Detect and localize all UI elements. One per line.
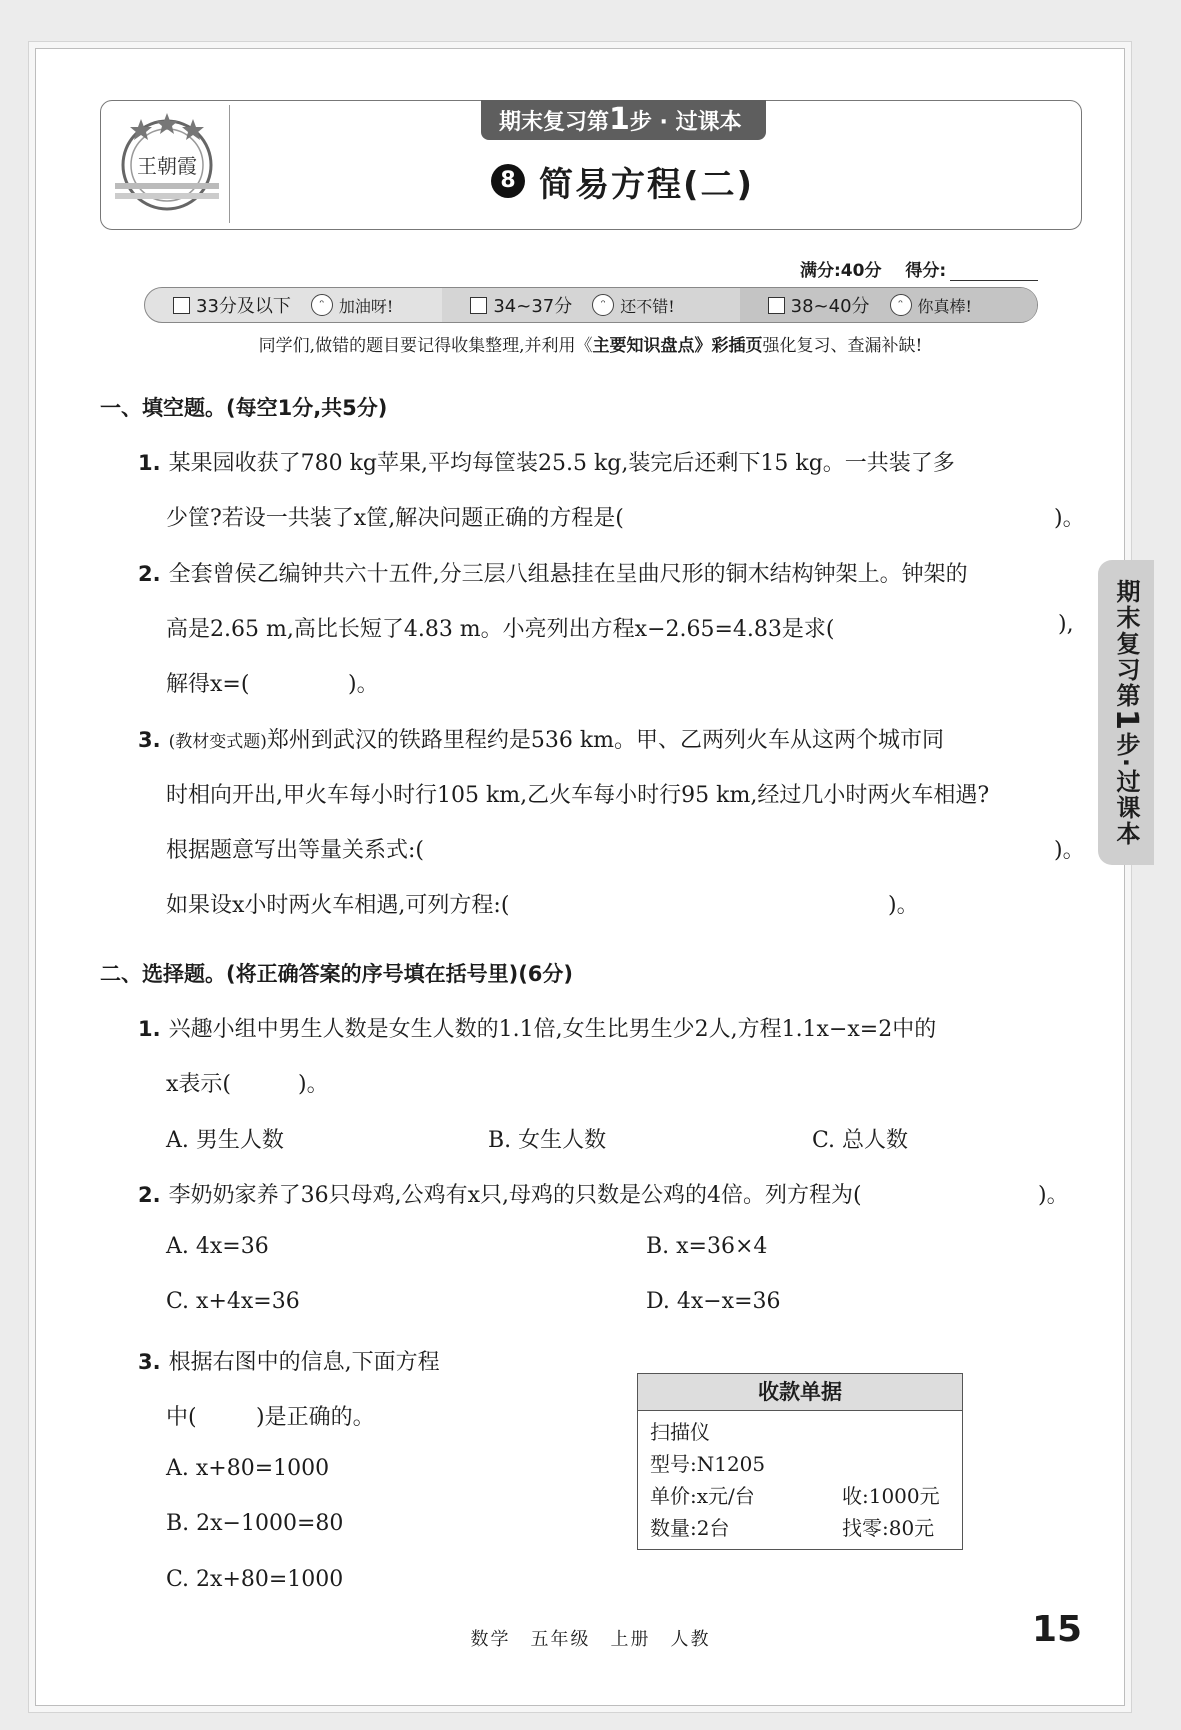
choice-option[interactable]: B. 2x−1000=80 bbox=[166, 1511, 344, 1536]
answer-blank-end[interactable]: ), bbox=[1058, 612, 1074, 637]
rating-option[interactable]: 33分及以下 ᵔ 加油呀! bbox=[145, 288, 442, 322]
question-line: 中( bbox=[166, 1405, 197, 1430]
question-line: 1. 某果园收获了780 kg苹果,平均每筐装25.5 kg,装完后还剩下15 kg。一共装了多 bbox=[138, 451, 955, 476]
answer-blank-end[interactable]: )。 bbox=[1054, 506, 1085, 531]
answer-blank-end[interactable]: )。 bbox=[1054, 838, 1085, 863]
section-heading: 一、填空题。(每空1分,共5分) bbox=[100, 396, 388, 420]
side-chapter-tab: 期末复习第1步·过课本 bbox=[1098, 560, 1154, 865]
score-label: 得分: bbox=[905, 261, 947, 281]
choice-option[interactable]: B. x=36×4 bbox=[646, 1234, 768, 1259]
question-line: 2. 李奶奶家养了36只母鸡,公鸡有x只,母鸡的只数是公鸡的4倍。列方程为( bbox=[138, 1183, 862, 1208]
question-line: 3. (教材变式题)郑州到武汉的铁路里程约是536 km。甲、乙两列火车从这两个城市同 bbox=[138, 728, 945, 753]
question-line: 少筐?若设一共装了x筐,解决问题正确的方程是( bbox=[166, 506, 624, 531]
receipt-figure bbox=[637, 1373, 963, 1550]
question-line: x表示( bbox=[166, 1072, 231, 1097]
answer-blank-end[interactable]: )。 bbox=[1038, 1183, 1069, 1208]
page-number: 15 bbox=[1032, 1609, 1083, 1650]
receipt-model: 型号:N1205 bbox=[650, 1452, 766, 1476]
svg-text:王朝霞: 王朝霞 bbox=[137, 154, 197, 178]
section-heading: 二、选择题。(将正确答案的序号填在括号里)(6分) bbox=[100, 962, 574, 986]
rating-option[interactable]: 34~37分 ᵔ 还不错! bbox=[442, 288, 739, 322]
page-footer: 数学 五年级 上册 人教 bbox=[470, 1629, 711, 1650]
lesson-title: 简易方程(二) bbox=[539, 164, 755, 205]
lesson-number-badge: 8 bbox=[491, 164, 525, 198]
choice-option[interactable]: A. 男生人数 bbox=[166, 1128, 284, 1153]
choice-option[interactable]: B. 女生人数 bbox=[488, 1128, 607, 1153]
receipt-unit-price: 单价:x元/台 bbox=[650, 1484, 755, 1508]
answer-blank-end[interactable]: )是正确的。 bbox=[256, 1405, 375, 1430]
question-line: 2. 全套曾侯乙编钟共六十五件,分三层八组悬挂在呈曲尺形的铜木结构钟架上。钟架的 bbox=[138, 562, 968, 587]
question-line: 高是2.65 m,高比长短了4.83 m。小亮列出方程x−2.65=4.83是求( bbox=[166, 617, 835, 642]
worksheet-header bbox=[100, 100, 1082, 230]
lesson-title-row bbox=[491, 156, 754, 206]
question-line: 时相向开出,甲火车每小时行105 km,乙火车每小时行95 km,经过几小时两火车相遇? bbox=[166, 783, 990, 808]
smiley-icon: ᵔ bbox=[311, 294, 333, 316]
smiley-icon: ᵔ bbox=[890, 294, 912, 316]
question-line: 3. 根据右图中的信息,下面方程 bbox=[138, 1350, 440, 1375]
question-line: 1. 兴趣小组中男生人数是女生人数的1.1倍,女生比男生少2人,方程1.1x−x=2中的 bbox=[138, 1017, 937, 1042]
review-step-banner: 期末复习第1步 · 过课本 bbox=[481, 100, 766, 140]
checkbox[interactable] bbox=[173, 297, 190, 314]
choice-option[interactable]: A. 4x=36 bbox=[166, 1234, 269, 1259]
full-marks: 满分:40分 bbox=[800, 261, 882, 281]
question-line: 解得x=( bbox=[166, 672, 250, 697]
score-line bbox=[800, 256, 1038, 281]
choice-option[interactable]: C. 总人数 bbox=[812, 1128, 909, 1153]
receipt-received: 收:1000元 bbox=[842, 1484, 940, 1508]
checkbox[interactable] bbox=[768, 297, 785, 314]
question-line: 根据题意写出等量关系式:( bbox=[166, 838, 424, 863]
receipt-item: 扫描仪 bbox=[650, 1420, 710, 1444]
rating-option[interactable]: 38~40分 ᵔ 你真棒! bbox=[740, 288, 1037, 322]
receipt-quantity: 数量:2台 bbox=[650, 1516, 730, 1540]
receipt-change: 找零:80元 bbox=[842, 1516, 935, 1540]
answer-blank-end[interactable]: )。 bbox=[298, 1072, 329, 1097]
study-tip: 同学们,做错的题目要记得收集整理,并利用《主要知识盘点》彩插页强化复习、查漏补缺! bbox=[258, 336, 923, 356]
answer-blank-end[interactable]: )。 bbox=[888, 893, 919, 918]
choice-option[interactable]: D. 4x−x=36 bbox=[646, 1289, 781, 1314]
checkbox[interactable] bbox=[470, 297, 487, 314]
choice-option[interactable]: A. x+80=1000 bbox=[166, 1456, 330, 1481]
logo-divider bbox=[229, 105, 230, 223]
smiley-icon: ᵔ bbox=[592, 294, 614, 316]
self-rating-bar bbox=[144, 287, 1038, 323]
brand-logo-icon bbox=[111, 107, 223, 219]
receipt-title: 收款单据 bbox=[638, 1374, 962, 1411]
choice-option[interactable]: C. x+4x=36 bbox=[166, 1289, 300, 1314]
score-blank[interactable] bbox=[950, 280, 1038, 281]
choice-option[interactable]: C. 2x+80=1000 bbox=[166, 1567, 344, 1592]
question-line: 如果设x小时两火车相遇,可列方程:( bbox=[166, 893, 510, 918]
answer-blank-end[interactable]: )。 bbox=[348, 672, 379, 697]
